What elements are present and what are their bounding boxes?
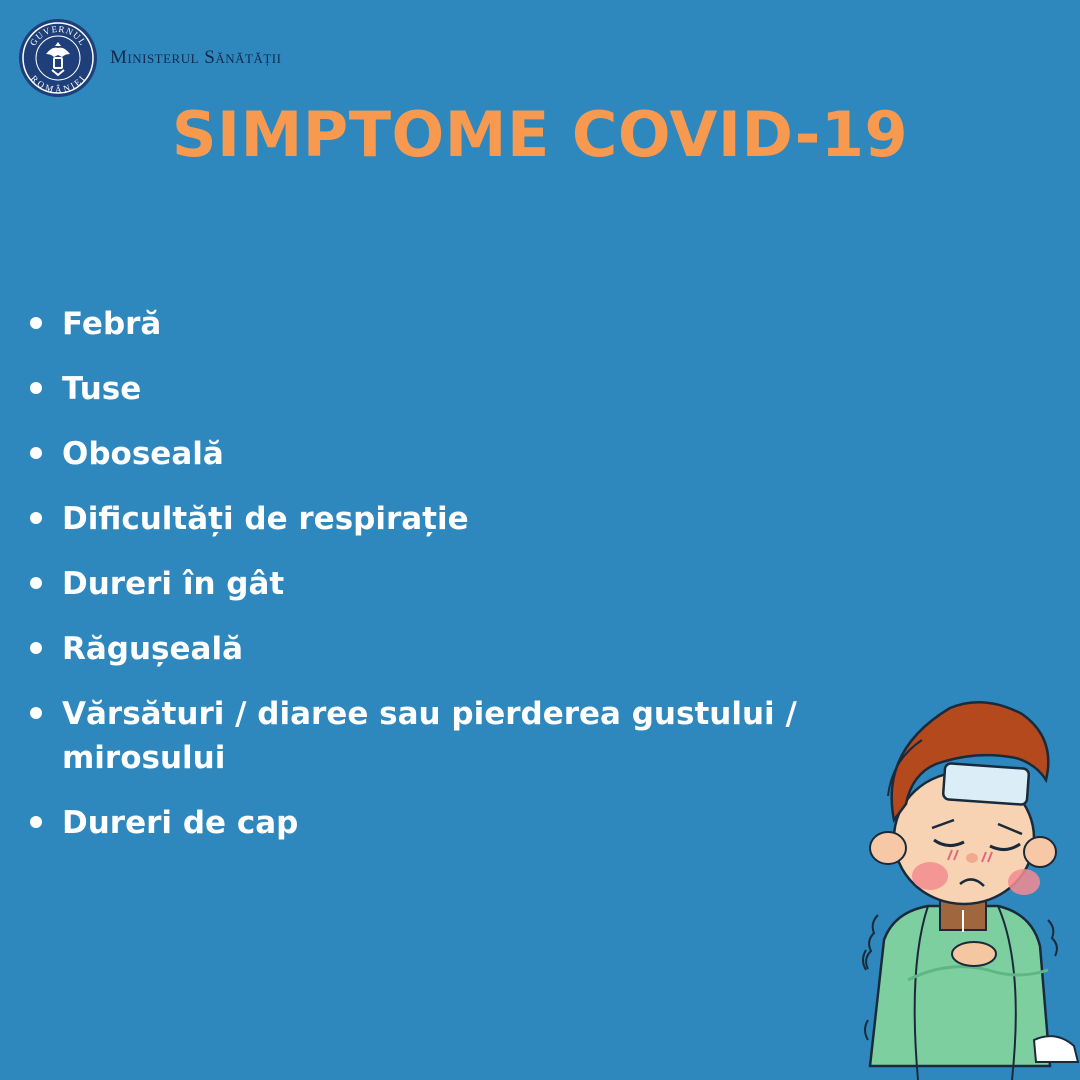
bullet-icon <box>30 642 42 654</box>
symptom-label: Oboseală <box>62 436 224 472</box>
government-seal-icon <box>18 18 98 98</box>
sick-boy-icon <box>848 700 1080 1080</box>
bullet-icon <box>30 447 42 459</box>
symptom-list <box>28 302 808 866</box>
seal-text-bottom: ROMÂNIEI <box>28 73 88 95</box>
list-item <box>28 692 808 780</box>
bullet-icon <box>30 816 42 828</box>
bullet-icon <box>30 577 42 589</box>
bullet-icon <box>30 512 42 524</box>
list-item <box>28 627 808 671</box>
list-item <box>28 562 808 606</box>
symptom-label: Dureri în gât <box>62 566 285 602</box>
bullet-icon <box>30 317 42 329</box>
seal-text-top: GUVERNUL <box>27 23 89 48</box>
list-item <box>28 432 808 476</box>
list-item <box>28 801 808 845</box>
symptom-label: Febră <box>62 306 162 342</box>
symptom-label: Răgușeală <box>62 631 243 667</box>
symptom-label: Dureri de cap <box>62 805 299 841</box>
list-item <box>28 367 808 411</box>
list-item <box>28 302 808 346</box>
bullet-icon <box>30 707 42 719</box>
list-item <box>28 497 808 541</box>
symptom-label: Tuse <box>62 371 142 407</box>
bullet-icon <box>30 382 42 394</box>
symptom-label: Dificultăți de respirație <box>62 501 469 537</box>
page-title: SIMPTOME COVID-19 <box>171 98 909 171</box>
header <box>18 18 281 98</box>
symptom-label: Vărsături / diaree sau pierderea gustului / mirosului <box>62 696 797 776</box>
ministry-name: Ministerul Sănătății <box>110 47 282 68</box>
